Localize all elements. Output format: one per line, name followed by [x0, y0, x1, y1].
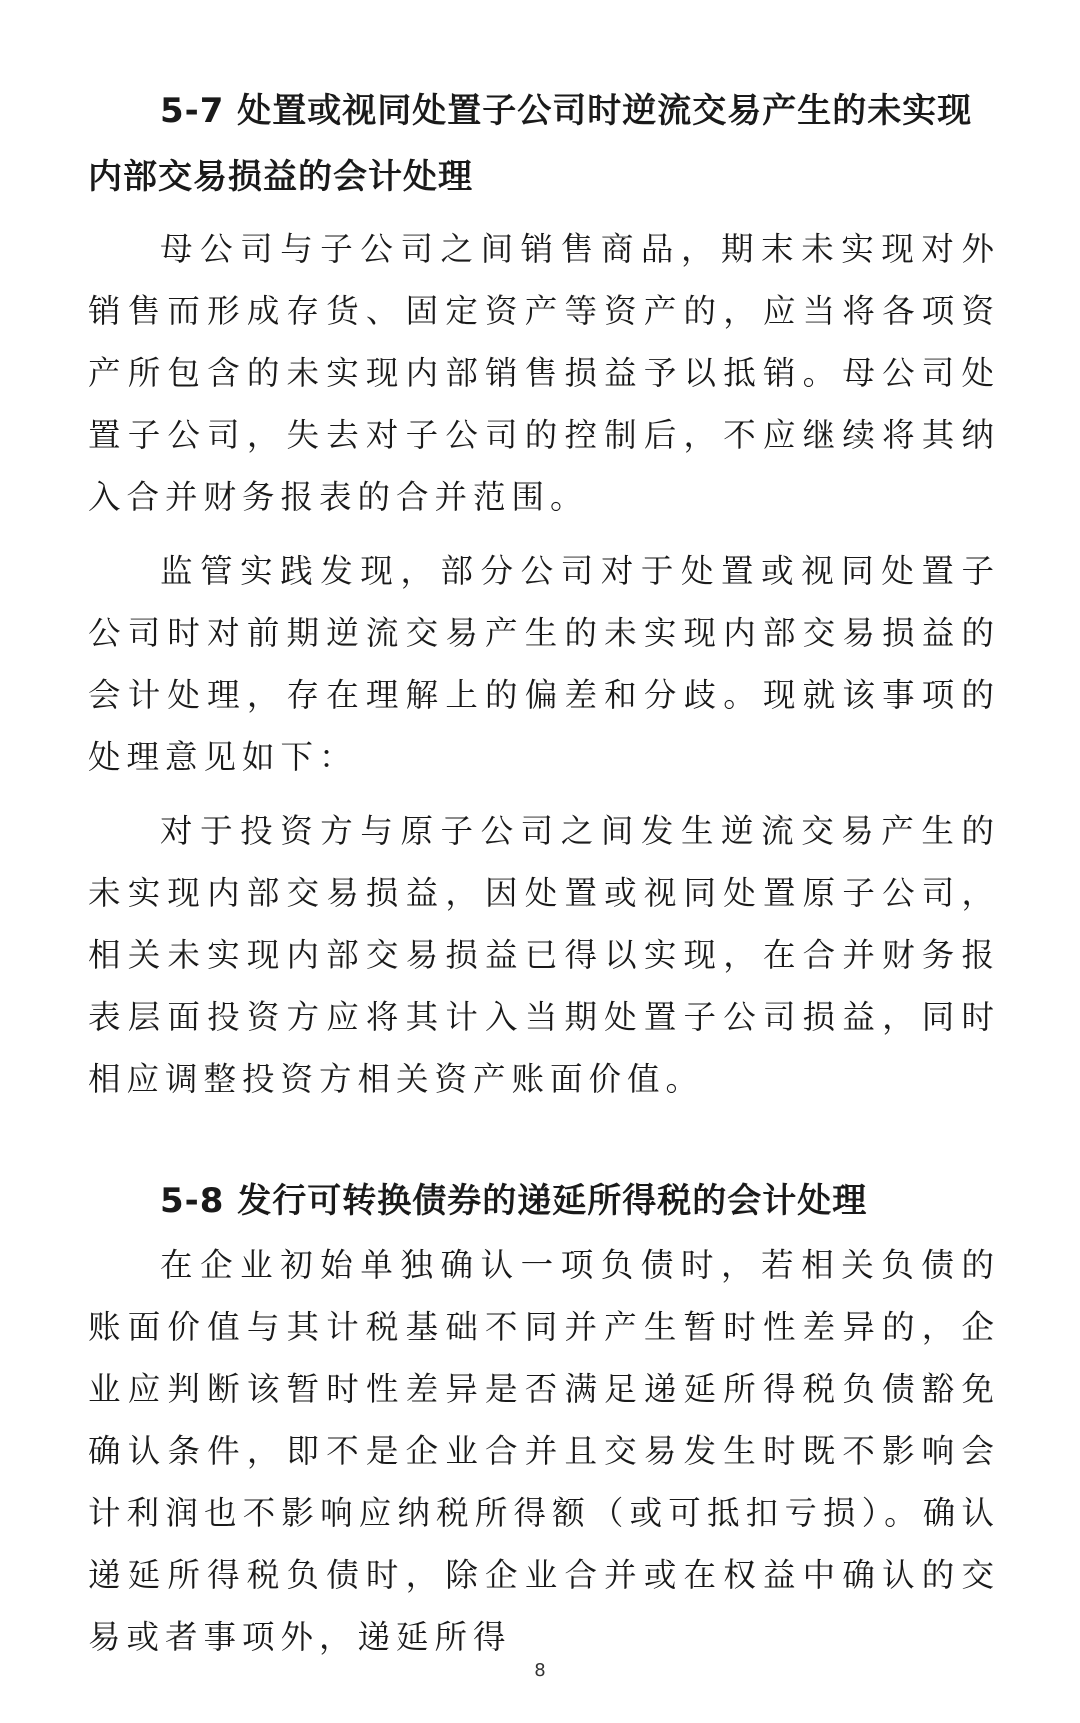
section-heading-5-8: 5-8 发行可转换债券的递延所得税的会计处理 — [160, 1181, 868, 1221]
spacer — [88, 210, 1000, 218]
spacer — [88, 528, 1000, 540]
section-heading-5-7: 5-7 处置或视同处置子公司时逆流交易产生的未实现内部交易损益的会计处理 — [88, 91, 973, 197]
paragraph: 监管实践发现，部分公司对于处置或视同处置子公司时对前期逆流交易产生的未实现内部交易损益的会计处理，存在理解上的偏差和分歧。现就该事项的处理意见如下： — [88, 552, 1000, 776]
section-spacer — [88, 1110, 1000, 1168]
page-content — [88, 78, 1000, 1668]
spacer — [88, 788, 1000, 800]
page-number: 8 — [534, 1660, 546, 1681]
paragraph: 母公司与子公司之间销售商品，期末未实现对外销售而形成存货、固定资产等资产的，应当将各项资产所包含的未实现内部销售损益予以抵销。母公司处置子公司，失去对子公司的控制后，不应继续将其纳入合并财务报表的合并范围。 — [88, 230, 1000, 516]
paragraph: 在企业初始单独确认一项负债时，若相关负债的账面价值与其计税基础不同并产生暂时性差异的，企业应判断该暂时性差异是否满足递延所得税负债豁免确认条件，即不是企业合并且交易发生时既不影响会计利润也不影响应纳税所得额（或可抵扣亏损）。确认递延所得税负债时，除企业合并或在权益中确认的交易或者事项外，递延所得 — [88, 1246, 1000, 1656]
paragraph: 对于投资方与原子公司之间发生逆流交易产生的未实现内部交易损益，因处置或视同处置原子公司，相关未实现内部交易损益已得以实现，在合并财务报表层面投资方应将其计入当期处置子公司损益，同时相应调整投资方相关资产账面价值。 — [88, 812, 1000, 1098]
